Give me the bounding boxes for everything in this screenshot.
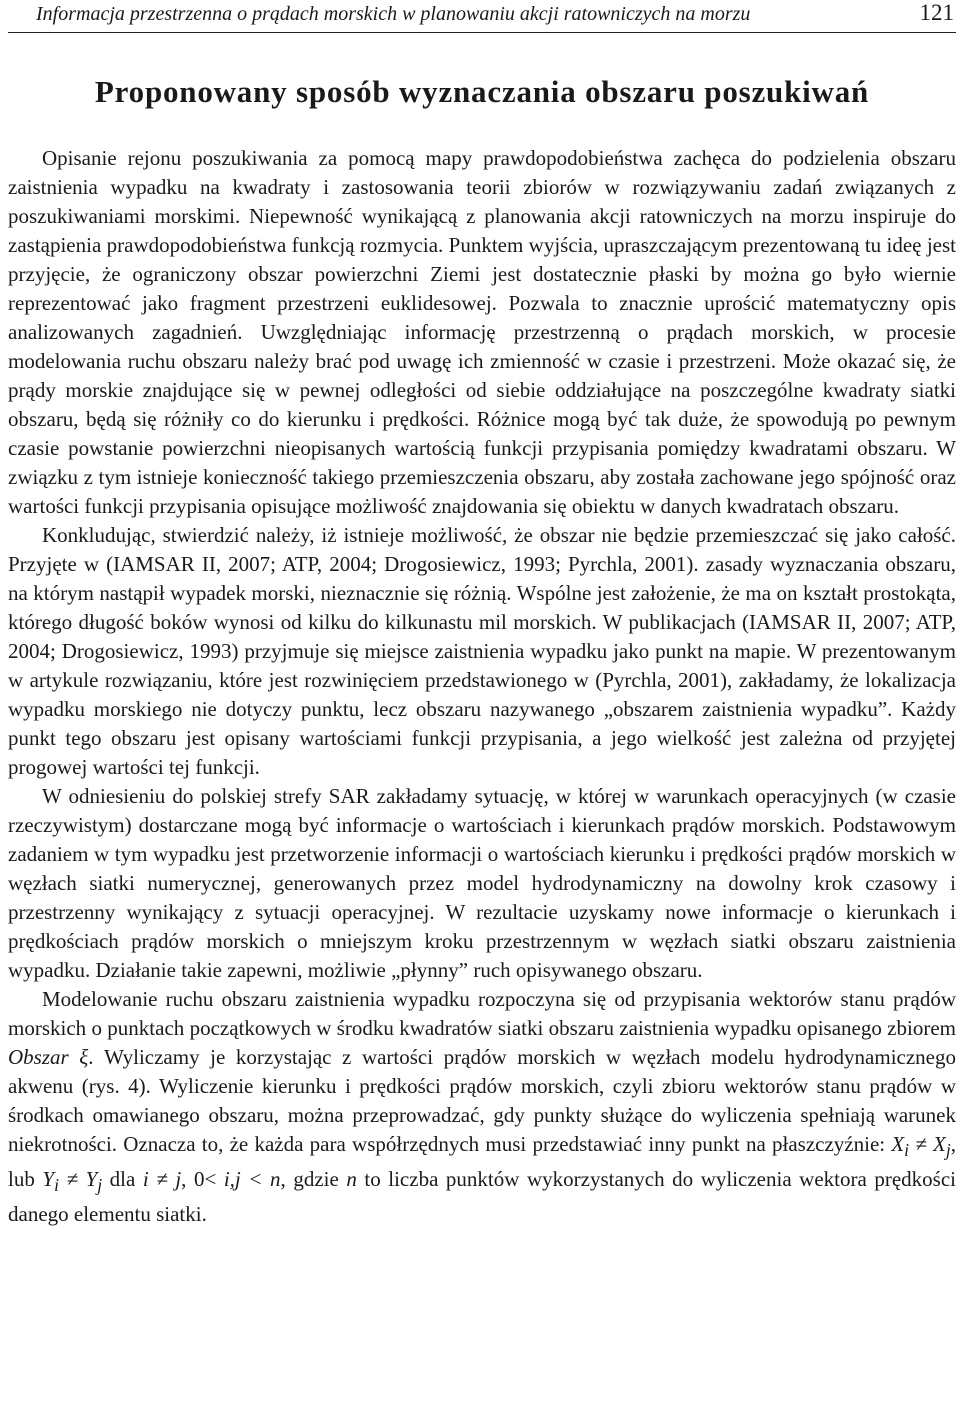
obszar-xi-term: Obszar ξ <box>8 1045 89 1069</box>
math-sub-j-2: j <box>97 1175 103 1196</box>
paragraph-2: Konkludując, stwierdzić należy, iż istnieje możliwość, że obszar nie będzie przemieszczać się jako całość. Przyjęte w (IAMSAR II, 2007; ATP, 2004; Drogosiewicz, 1993; Pyrchla, 2001). zasady wyznaczania obszaru, na którym nastąpił wypadek morski, nieznacznie się różnią. Wspólne jest założenie, że ma on kształt prostokąta, którego długość boków wynosi od kilku do kilkunastu mil morskich. W publikacjach (IAMSAR II, 2007; ATP, 2004; Drogosiewicz, 1993) przyjmuje się miejsce zaistnienia wypadku jako punkt na mapie. W prezentowanym w artykule rozwiązaniu, które jest rozwinięciem przedstawionego w (Pyrchla, 2001), zakładamy, że lokalizacja wypadku morskiego nie dotyczy punktu, lecz obszaru nazywanego „obszarem zaistnienia wypadku”. Każdy punkt tego obszaru jest opisany wartościami funkcji przypisania, a jego wielkość jest zależna od przyjętej progowej wartości tej funkcji. <box>8 523 956 779</box>
running-header-title: Informacja przestrzenna o prądach morskich w planowaniu akcji ratowniczych na morzu <box>36 3 751 25</box>
math-sub-j: j <box>945 1140 951 1161</box>
math-ij-less-n: i,j < n <box>223 1167 281 1192</box>
paragraph-3: W odniesieniu do polskiej strefy SAR zakładamy sytuację, w której w warunkach operacyjnych (w czasie rzeczywistym) dostarczane mogą być informacje o wartościach i kierunkach prądów morskich. Podstawowym zadaniem w tym wypadku jest przetworzenie informacji o wartościach kierunku i prędkości prądów morskich w węzłach siatki numerycznej, generowanych przez model hydrodynamiczny na dowolny krok czasowy i przestrzenny wynikający z sytuacji operacyjnej. W rezultacie uzyskamy nowe informacje o kierunkach i prędkościach prądów morskich o mniejszym kroku przestrzennym w węzłach siatki obszaru zaistnienia wypadku. Działanie takie zapewni, możliwie „płynny” ruch opisywanego obszaru. <box>8 784 956 982</box>
document-page <box>8 0 956 1424</box>
math-y: Y <box>42 1167 55 1192</box>
paragraph-4-text-e: , 0< <box>181 1167 224 1192</box>
math-n: n <box>346 1167 357 1192</box>
page-number: 121 <box>919 0 954 25</box>
math-sub-i: i <box>904 1140 910 1161</box>
paragraph-4-text-d: dla <box>102 1167 143 1192</box>
paragraph-4-text-a: Modelowanie ruchu obszaru zaistnienia wypadku rozpoczyna się od przypisania wektorów stanu prądów morskich o punktach początkowych w środku kwadratów siatki obszaru zaistnienia wypadku opisanego zbiorem <box>8 987 956 1040</box>
math-neq-x: ≠ X <box>909 1132 946 1156</box>
paragraph-4-text-g: to liczba punktów wykorzystanych do wyliczenia wektora prędkości danego elementu siatki. <box>8 1167 957 1227</box>
paragraph-4-text-c: , lub <box>8 1132 956 1192</box>
math-sub-i-2: i <box>54 1175 59 1196</box>
running-header <box>8 0 956 33</box>
math-i-neq-j: i ≠ j <box>142 1167 182 1192</box>
section-title: Proponowany sposób wyznaczania obszaru poszukiwań <box>94 74 870 109</box>
paragraph-4-text-b: . Wyliczamy je korzystając z wartości prądów morskich w węzłach modelu hydrodynamicznego akwenu (rys. 4). Wyliczenie kierunku i prędkości prądów morskich, czyli zbioru wektorów stanu prądów w środkach omawianego obszaru, można przeprowadzać, gdy punkty służące do wyliczenia spełniają warunek niekrotności. Oznacza to, że każda para współrzędnych musi przedstawiać inny punkt na płaszczyźnie: <box>8 1045 956 1156</box>
paragraph-4 <box>8 985 956 1229</box>
body-text <box>8 144 956 1229</box>
math-x: X <box>891 1132 905 1156</box>
paragraph-1: Opisanie rejonu poszukiwania za pomocą mapy prawdopodobieństwa zachęca do podzielenia obszaru zaistnienia wypadku na kwadraty i zastosowania teorii zbiorów w rozwiązywaniu zadań związanych z poszukiwaniami morskimi. Niepewność wynikającą z planowania akcji ratowniczych na morzu inspiruje do zastąpienia prawdopodobieństwa funkcją rozmycia. Punktem wyjścia, upraszczającym prezentowaną tu ideę jest przyjęcie, że ograniczony obszar powierzchni Ziemi jest dostatecznie płaski by można go było wiernie reprezentować jako fragment przestrzeni euklidesowej. Pozwala to znacznie uprościć matematyczny opis analizowanych zagadnień. Uwzględniając informację przestrzenną o prądach morskich, w procesie modelowania ruchu obszaru należy brać pod uwagę ich zmienność w czasie i przestrzeni. Może okazać się, że prądy morskie znajdujące się w pewnej odległości od siebie oddziałujące na poszczególne kwadraty siatki obszaru, będą się różniły co do kierunku i prędkości. Różnice mogą być tak duże, że spowodują po pewnym czasie powstanie powierzchni nieopisanych wartością funkcji przypisania pomiędzy kwadratami obszaru. W związku z tym istnieje konieczność takiego przemieszczenia obszaru, aby została zachowane jego spójność oraz wartości funkcji przypisania opisujące możliwość znajdowania się obiektu w danych kwadratach obszaru. <box>8 146 956 518</box>
paragraph-4-text-f: , gdzie <box>280 1167 347 1192</box>
math-neq-y: ≠ Y <box>58 1167 98 1192</box>
